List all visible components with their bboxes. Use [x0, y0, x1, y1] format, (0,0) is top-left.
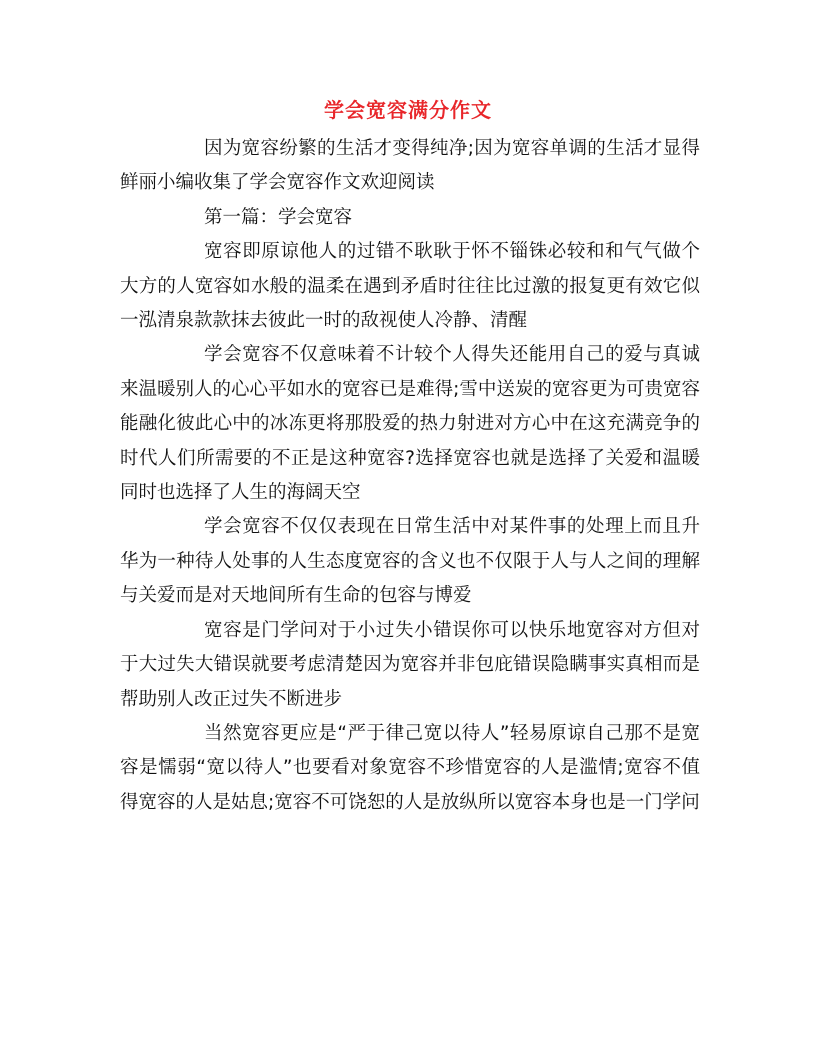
section-heading: 第一篇：学会宽容: [204, 206, 353, 228]
document-body: [120, 132, 700, 820]
paragraph: 宽容是门学问对于小过失小错误你可以快乐地宽容对方但对于大过失大错误就要考虑清楚因为宽容并非包庇错误隐瞒事实真相而是帮助别人改正过失不断进步: [120, 619, 700, 710]
paragraph: 宽容即原谅他人的过错不耿耿于怀不锱铢必较和和气气做个大方的人宽容如水般的温柔在遇到矛盾时往往比过激的报复更有效它似一泓清泉款款抹去彼此一时的敌视使人冷静、清醒: [120, 241, 700, 332]
document-title: 学会宽容满分作文: [324, 98, 492, 122]
paragraph: 当然宽容更应是“严于律己宽以待人”轻易原谅自己那不是宽容是懦弱“宽以待人”也要看对象宽容不珍惜宽容的人是滥情;宽容不值得宽容的人是姑息;宽容不可饶恕的人是放纵所以宽容本身也是一门学问: [120, 722, 700, 813]
paragraph: 学会宽容不仅意味着不计较个人得失还能用自己的爱与真诚来温暖别人的心心平如水的宽容已是难得;雪中送炭的宽容更为可贵宽容能融化彼此心中的冰冻更将那股爱的热力射进对方心中在这充满竞争的时代人们所需要的不正是这种宽容?选择宽容也就是选择了关爱和温暖同时也选择了人生的海阔天空: [120, 344, 700, 504]
paragraph: 学会宽容不仅仅表现在日常生活中对某件事的处理上而且升华为一种待人处事的人生态度宽容的含义也不仅限于人与人之间的理解与关爱而是对天地间所有生命的包容与博爱: [120, 516, 700, 607]
paragraph-intro: 因为宽容纷繁的生活才变得纯净;因为宽容单调的生活才显得鲜丽小编收集了学会宽容作文欢迎阅读: [120, 138, 700, 194]
